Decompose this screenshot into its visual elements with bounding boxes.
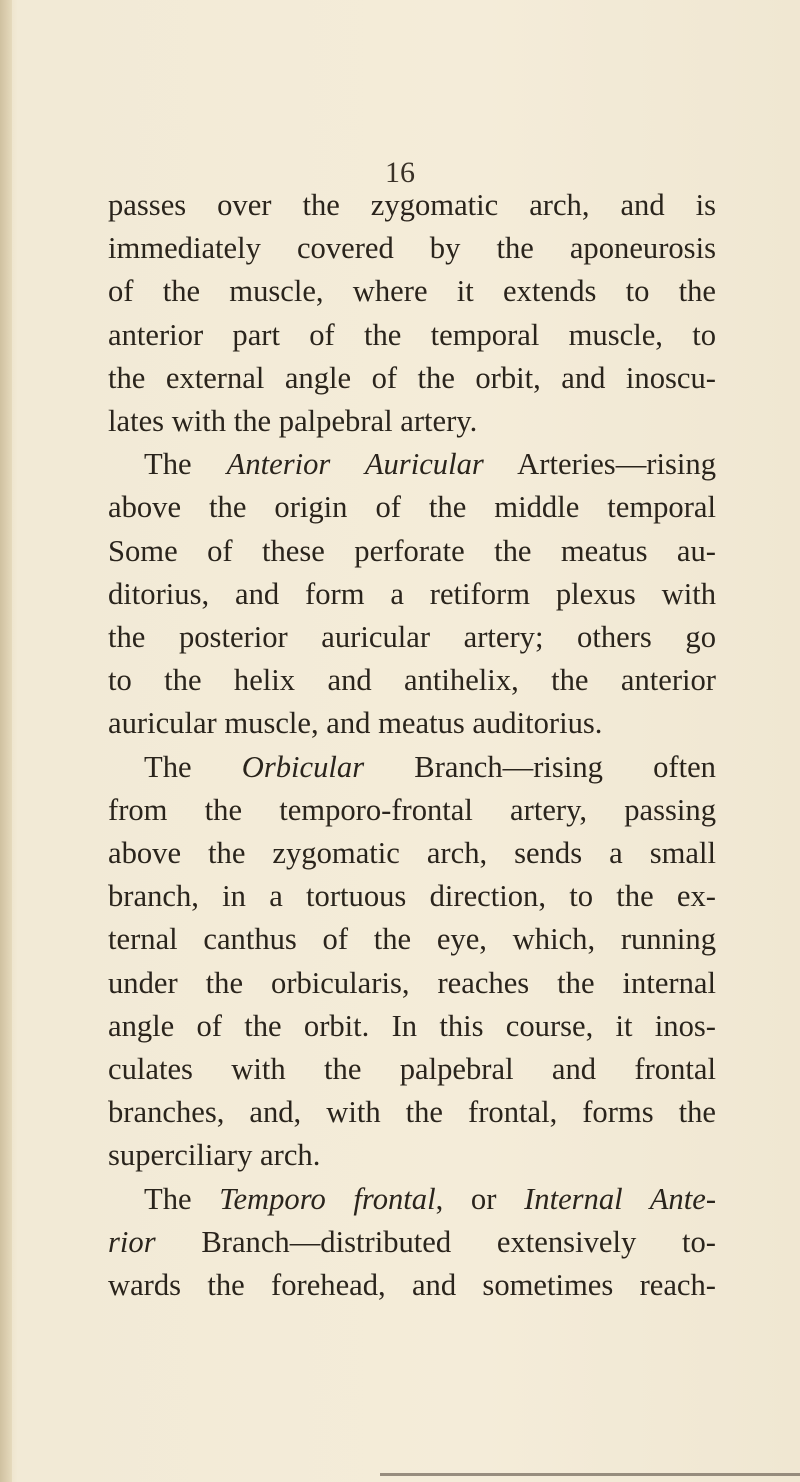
text-line	[108, 1221, 716, 1264]
line-text: auricular muscle, and meatus auditorius.	[108, 706, 603, 741]
line-text: anterior part of the temporal muscle, to	[108, 317, 716, 352]
line-text: from the temporo-frontal artery, passing	[108, 792, 716, 827]
text-line	[108, 746, 716, 789]
line-text: of the muscle, where it extends to the	[108, 274, 716, 309]
line-text: culates with the palpebral and frontal	[108, 1052, 716, 1087]
body-text	[108, 184, 716, 1307]
text-line	[108, 227, 716, 270]
heading-term-internal-anterior: Internal Ante-	[524, 1181, 717, 1216]
text-line	[108, 1134, 716, 1177]
text-line	[108, 918, 716, 961]
line-text: Branch—distributed extensively to-	[155, 1224, 716, 1259]
text-line	[108, 1264, 716, 1307]
line-text: passes over the zygomatic arch, and is	[108, 188, 716, 222]
text-line	[108, 400, 716, 443]
text-line	[108, 832, 716, 875]
line-text: above the zygomatic arch, sends a small	[108, 836, 716, 871]
text-line	[108, 486, 716, 529]
text-line	[108, 702, 716, 745]
line-text: Some of these perforate the meatus au-	[108, 533, 716, 568]
text-line	[108, 962, 716, 1005]
line-text: ditorius, and form a retiform plexus with	[108, 576, 716, 611]
line-text: the posterior auricular artery; others go	[108, 620, 716, 655]
text-line	[108, 659, 716, 702]
text-line	[108, 875, 716, 918]
text-line	[108, 1048, 716, 1091]
line-text: Arteries—rising	[483, 447, 716, 482]
line-text: above the origin of the middle temporal	[108, 490, 716, 525]
text-line	[108, 314, 716, 357]
text-line	[108, 789, 716, 832]
line-text: immediately covered by the aponeurosis	[108, 231, 716, 266]
text-line	[108, 530, 716, 573]
line-text: the external angle of the orbit, and inoscu-	[108, 360, 716, 395]
line-text: The	[144, 749, 242, 784]
page-bottom-rule	[380, 1473, 800, 1476]
heading-term-temporo-frontal: Temporo frontal	[219, 1181, 436, 1216]
text-line	[108, 443, 716, 486]
heading-term-anterior-auricular: Anterior Auricular	[226, 447, 484, 482]
text-line	[108, 1091, 716, 1134]
heading-term-internal-anterior-cont: rior	[108, 1224, 156, 1259]
page-binding-edge	[0, 0, 12, 1482]
line-text: under the orbicularis, reaches the internal	[108, 965, 716, 1000]
line-text: , or	[435, 1181, 525, 1216]
line-text: branches, and, with the frontal, forms the	[108, 1095, 716, 1130]
line-text: superciliary arch.	[108, 1138, 321, 1173]
line-text: wards the forehead, and sometimes reach-	[108, 1268, 716, 1303]
text-line	[108, 184, 716, 227]
text-line	[108, 1005, 716, 1048]
line-text: The	[144, 447, 227, 482]
heading-term-orbicular: Orbicular	[241, 749, 365, 784]
text-line	[108, 573, 716, 616]
text-line	[108, 357, 716, 400]
text-line	[108, 270, 716, 313]
page-number: 16	[385, 156, 415, 189]
line-text: to the helix and antihelix, the anterior	[108, 663, 716, 698]
text-line	[108, 1178, 716, 1221]
text-line	[108, 616, 716, 659]
line-text: The	[144, 1181, 220, 1216]
line-text: lates with the palpebral artery.	[108, 404, 478, 439]
line-text: ternal canthus of the eye, which, running	[108, 922, 716, 957]
line-text: branch, in a tortuous direction, to the ex-	[108, 879, 716, 914]
line-text: Branch—rising often	[364, 749, 716, 784]
line-text: angle of the orbit. In this course, it inos-	[108, 1008, 716, 1043]
